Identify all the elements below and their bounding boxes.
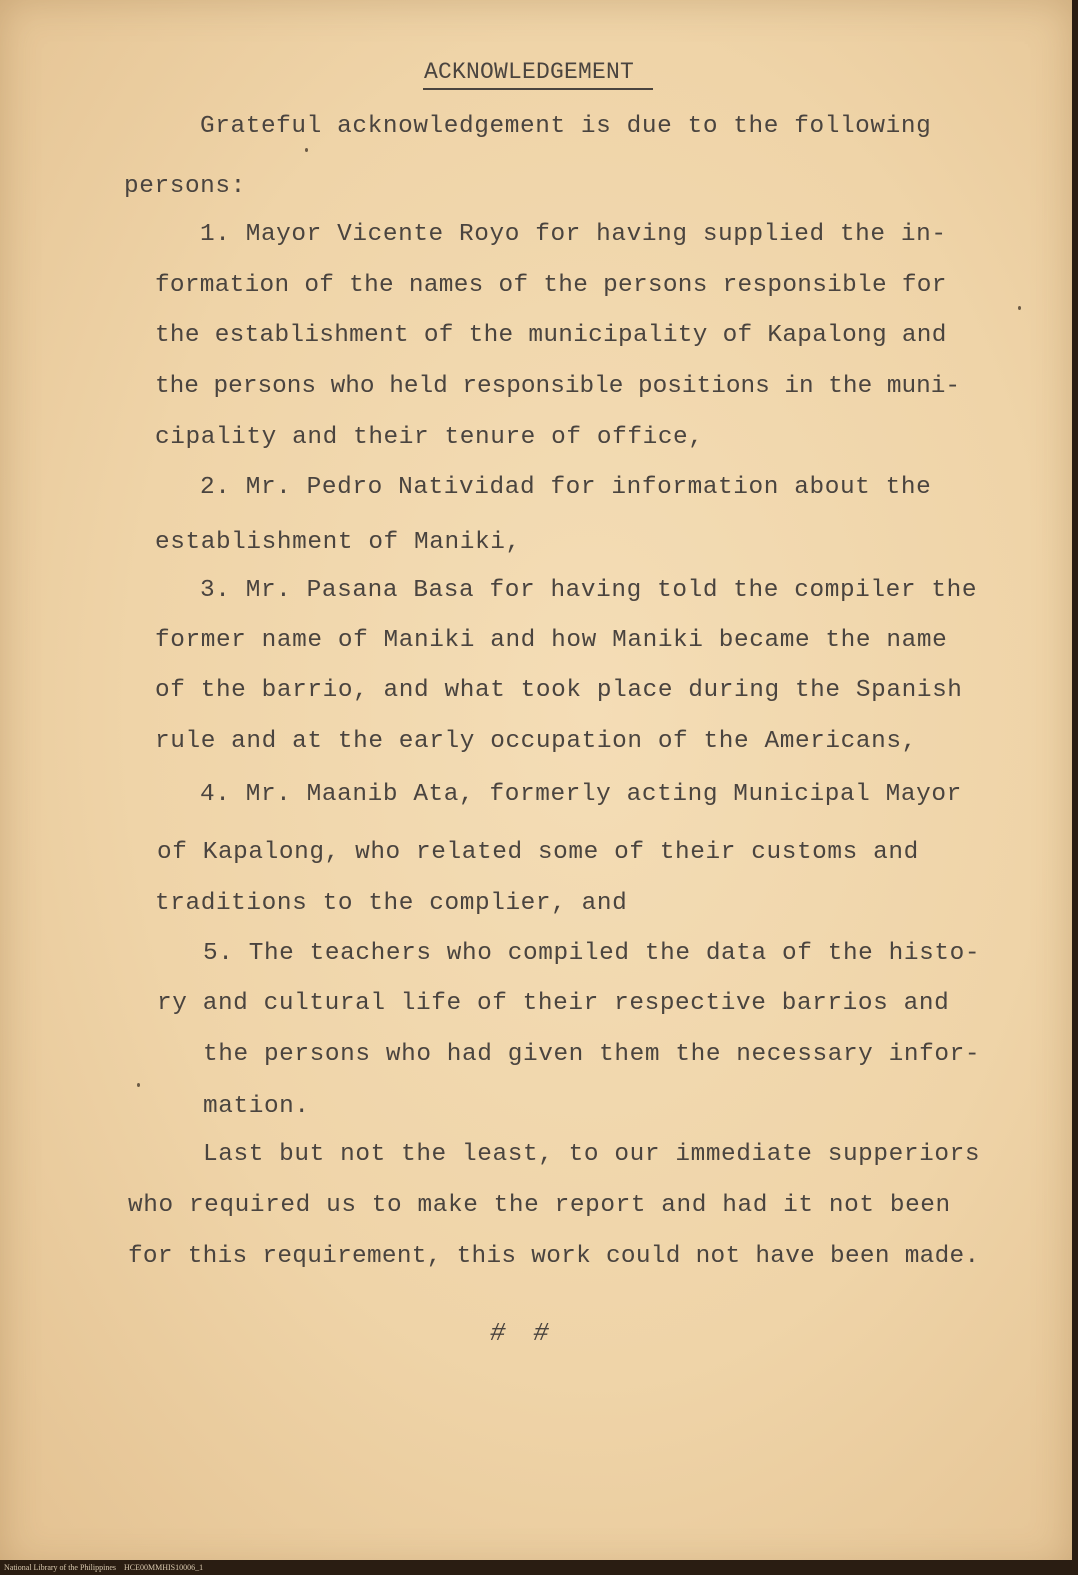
text-line: Grateful acknowledgement is due to the following: [200, 113, 932, 140]
closing-line: for this requirement, this work could not have been made.: [128, 1243, 980, 1270]
list-item-2-line: 2. Mr. Pedro Natividad for information about the: [200, 474, 932, 501]
list-item-4-line: of Kapalong, who related some of their customs and: [157, 839, 919, 866]
footer-credit: National Library of the Philippines HCE00MMHIS10006_1: [0, 1560, 1072, 1575]
text-line: persons:: [124, 173, 246, 200]
list-item-2-line: establishment of Maniki,: [155, 529, 521, 556]
list-item-1-line: formation of the names of the persons responsible for: [155, 272, 947, 299]
list-item-3-line: rule and at the early occupation of the Americans,: [155, 728, 917, 755]
end-mark: # #: [490, 1318, 555, 1348]
closing-line: who required us to make the report and had it not been: [128, 1192, 951, 1219]
list-item-3-line: former name of Maniki and how Maniki became the name: [155, 627, 948, 654]
list-item-5-line: ry and cultural life of their respective barrios and: [157, 990, 950, 1017]
title-underline: [423, 88, 653, 90]
list-item-3-line: of the barrio, and what took place during the Spanish: [155, 677, 963, 704]
paper-speck: [137, 1083, 140, 1087]
list-item-1-line: 1. Mayor Vicente Royo for having supplied the in-: [200, 221, 947, 248]
list-item-5-line: the persons who had given them the necessary infor-: [203, 1041, 981, 1068]
list-item-4-line: 4. Mr. Maanib Ata, formerly acting Municipal Mayor: [200, 781, 962, 808]
paper-speck: [305, 148, 308, 152]
list-item-4-line: traditions to the complier, and: [155, 890, 628, 917]
list-item-1-line: the persons who held responsible positions in the muni-: [155, 373, 961, 400]
list-item-5-line: mation.: [203, 1093, 310, 1120]
list-item-5-line: 5. The teachers who compiled the data of the histo-: [203, 940, 981, 967]
list-item-1-line: cipality and their tenure of office,: [155, 424, 704, 451]
paper-speck: [1018, 306, 1021, 310]
list-item-1-line: the establishment of the municipality of Kapalong and: [155, 322, 947, 349]
closing-line: Last but not the least, to our immediate supperiors: [203, 1141, 981, 1168]
page-title: ACKNOWLEDGEMENT: [424, 59, 635, 85]
list-item-3-line: 3. Mr. Pasana Basa for having told the compiler the: [200, 577, 978, 604]
